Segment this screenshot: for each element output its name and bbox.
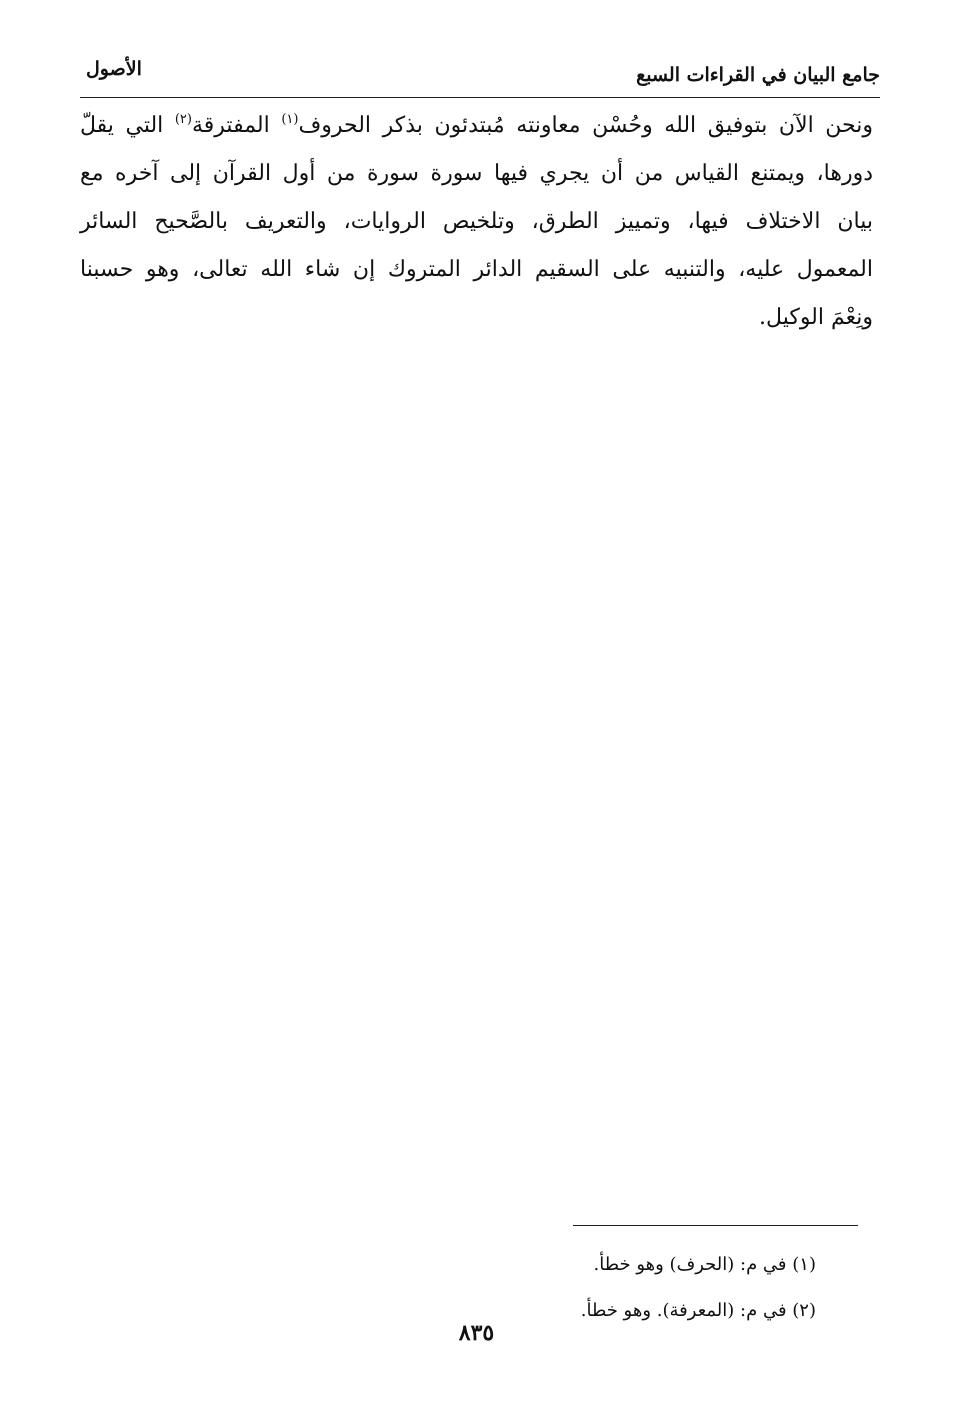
text-segment: المفترقة	[191, 113, 282, 138]
text-line-4: المعمول عليه، والتنبيه على السقيم الدائر المتروك إن شاء الله تعالى، وهو حسبنا	[80, 257, 873, 282]
text-segment: التي يقلّ	[80, 113, 175, 138]
running-header	[80, 58, 880, 98]
footnote-ref-1[interactable]: (١)	[281, 112, 299, 127]
footnote-1: (١) في م: (الحرف) وهو خطأ.	[593, 1254, 816, 1275]
footnote-divider	[573, 1225, 858, 1226]
text-line-5: ونِعْمَ الوكيل.	[759, 305, 873, 330]
page-number: ٨٣٥	[458, 1320, 495, 1346]
text-line-1	[80, 102, 873, 150]
section-title: الأصول	[86, 58, 142, 80]
paragraph	[80, 102, 873, 342]
footnote-2: (٢) في م: (المعرفة). وهو خطأ.	[580, 1300, 816, 1321]
footnote-ref-2[interactable]: (٢)	[174, 112, 192, 127]
main-text	[80, 102, 873, 342]
book-title: جامع البيان في القراءات السبع	[636, 64, 880, 86]
text-line-2: دورها، ويمتنع القياس من أن يجري فيها سورة سورة من أول القرآن إلى آخره مع	[80, 161, 873, 186]
text-segment: ونحن الآن بتوفيق الله وحُسْن معاونته مُبتدئون بذكر الحروف	[298, 113, 874, 138]
text-line-3: بيان الاختلاف فيها، وتمييز الطرق، وتلخيص الروايات، والتعريف بالصَّحيح السائر	[80, 209, 873, 234]
header-divider	[80, 97, 880, 98]
